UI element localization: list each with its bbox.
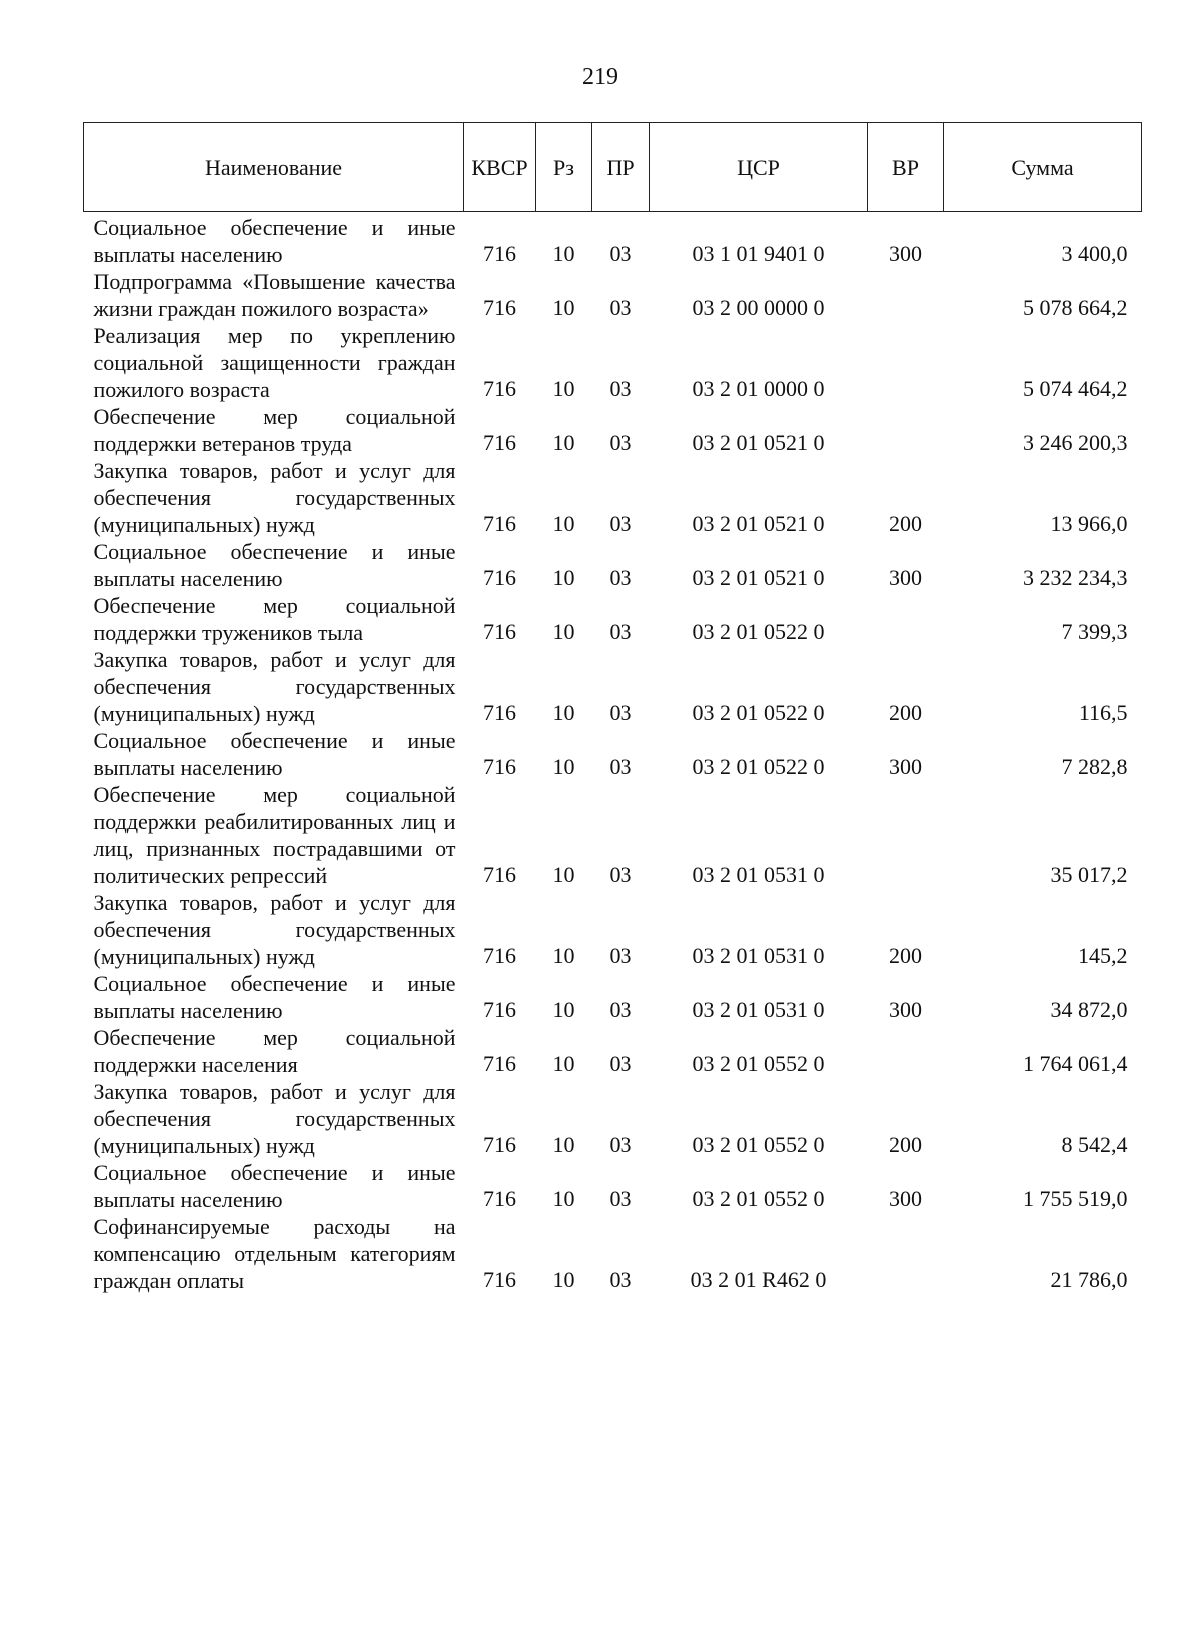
cell-sum: 3 400,0: [1061, 241, 1128, 266]
cell-sum: 3 246 200,3: [1023, 430, 1128, 455]
cell-csr: 03 1 01 9401 0: [692, 241, 825, 266]
cell-sum: 7 282,8: [1061, 754, 1128, 779]
table-row: [84, 1159, 1142, 1213]
cell-csr: 03 2 01 0522 0: [692, 619, 825, 644]
cell-pr: 03: [609, 1186, 632, 1211]
cell-kvsr: 716: [483, 241, 516, 266]
cell-name: Подпрограмма «Повышение качества жизни граждан пожилого возраста»: [93, 269, 456, 321]
cell-kvsr: 716: [483, 1186, 516, 1211]
cell-sum: 145,2: [1078, 943, 1128, 968]
cell-sum: 13 966,0: [1050, 511, 1128, 536]
page-number: 219: [582, 64, 618, 90]
cell-vr: [868, 781, 944, 889]
cell-rz: 10: [552, 619, 575, 644]
cell-rz: 10: [552, 997, 575, 1022]
cell-rz: 10: [552, 754, 575, 779]
table-row: [84, 457, 1142, 538]
cell-kvsr: 716: [483, 754, 516, 779]
table-row: [84, 1078, 1142, 1159]
cell-rz: 10: [552, 1132, 575, 1157]
cell-vr: 300: [889, 241, 922, 266]
cell-sum: 34 872,0: [1050, 997, 1128, 1022]
cell-name: Закупка товаров, работ и услуг для обеспечения государственных (муниципальных) нужд: [93, 890, 456, 969]
cell-vr: 200: [889, 1132, 922, 1157]
cell-rz: 10: [552, 241, 575, 266]
cell-pr: 03: [609, 295, 632, 320]
cell-kvsr: 716: [483, 565, 516, 590]
cell-csr: 03 2 01 0531 0: [692, 862, 825, 887]
cell-vr: 300: [889, 997, 922, 1022]
cell-csr: 03 2 01 0521 0: [692, 430, 825, 455]
cell-sum: 8 542,4: [1061, 1132, 1128, 1157]
cell-name: Обеспечение мер социальной поддержки реабилитированных лиц и лиц, признанных пострадавшими от политических репрессий: [93, 782, 456, 888]
cell-vr: [868, 1024, 944, 1078]
table-row: [84, 268, 1142, 322]
cell-pr: 03: [609, 754, 632, 779]
cell-name: Закупка товаров, работ и услуг для обеспечения государственных (муниципальных) нужд: [93, 647, 456, 726]
cell-pr: 03: [609, 241, 632, 266]
cell-csr: 03 2 01 0531 0: [692, 997, 825, 1022]
cell-rz: 10: [552, 1267, 575, 1292]
cell-sum: 5 074 464,2: [1023, 376, 1128, 401]
cell-rz: 10: [552, 943, 575, 968]
cell-csr: 03 2 00 0000 0: [692, 295, 825, 320]
cell-pr: 03: [609, 619, 632, 644]
table-row: [84, 970, 1142, 1024]
cell-csr: 03 2 01 0522 0: [692, 700, 825, 725]
cell-sum: 3 232 234,3: [1023, 565, 1128, 590]
cell-pr: 03: [609, 511, 632, 536]
cell-kvsr: 716: [483, 1132, 516, 1157]
cell-sum: 5 078 664,2: [1023, 295, 1128, 320]
cell-sum: 1 755 519,0: [1023, 1186, 1128, 1211]
cell-vr: 300: [889, 754, 922, 779]
cell-vr: [868, 403, 944, 457]
header-name: Наименование: [84, 123, 464, 212]
cell-rz: 10: [552, 862, 575, 887]
cell-pr: 03: [609, 943, 632, 968]
header-vr: ВР: [868, 123, 944, 212]
cell-pr: 03: [609, 430, 632, 455]
cell-rz: 10: [552, 376, 575, 401]
cell-name: Реализация мер по укреплению социальной защищенности граждан пожилого возраста: [93, 323, 456, 402]
cell-name: Закупка товаров, работ и услуг для обеспечения государственных (муниципальных) нужд: [93, 458, 456, 537]
table-row: [84, 212, 1142, 269]
cell-vr: [868, 1213, 944, 1294]
cell-vr: 200: [889, 700, 922, 725]
table-row: [84, 727, 1142, 781]
cell-pr: 03: [609, 1267, 632, 1292]
budget-table: [83, 122, 1142, 1294]
cell-csr: 03 2 01 0521 0: [692, 565, 825, 590]
cell-sum: 35 017,2: [1050, 862, 1128, 887]
cell-csr: 03 2 01 0000 0: [692, 376, 825, 401]
cell-rz: 10: [552, 1051, 575, 1076]
cell-pr: 03: [609, 700, 632, 725]
cell-rz: 10: [552, 511, 575, 536]
cell-vr: 200: [889, 511, 922, 536]
cell-name: Обеспечение мер социальной поддержки тружеников тыла: [93, 593, 456, 645]
table-row: [84, 781, 1142, 889]
table-row: [84, 646, 1142, 727]
cell-sum: 1 764 061,4: [1023, 1051, 1128, 1076]
header-pr: ПР: [592, 123, 650, 212]
cell-pr: 03: [609, 997, 632, 1022]
table-row: [84, 592, 1142, 646]
cell-rz: 10: [552, 1186, 575, 1211]
cell-csr: 03 2 01 R462 0: [690, 1267, 827, 1292]
cell-pr: 03: [609, 565, 632, 590]
cell-kvsr: 716: [483, 376, 516, 401]
cell-rz: 10: [552, 295, 575, 320]
cell-vr: [868, 322, 944, 403]
cell-kvsr: 716: [483, 943, 516, 968]
cell-name: Социальное обеспечение и иные выплаты населению: [93, 971, 456, 1023]
cell-kvsr: 716: [483, 1267, 516, 1292]
cell-rz: 10: [552, 700, 575, 725]
table-row: [84, 322, 1142, 403]
table-row: [84, 889, 1142, 970]
cell-rz: 10: [552, 430, 575, 455]
cell-pr: 03: [609, 1051, 632, 1076]
table-row: [84, 403, 1142, 457]
cell-name: Социальное обеспечение и иные выплаты населению: [93, 728, 456, 780]
cell-rz: 10: [552, 565, 575, 590]
cell-kvsr: 716: [483, 700, 516, 725]
cell-kvsr: 716: [483, 997, 516, 1022]
cell-sum: 7 399,3: [1061, 619, 1128, 644]
cell-name: Социальное обеспечение и иные выплаты населению: [93, 539, 456, 591]
cell-name: Обеспечение мер социальной поддержки населения: [93, 1025, 456, 1077]
cell-vr: [868, 592, 944, 646]
header-csr: ЦСР: [650, 123, 868, 212]
header-kvsr: КВСР: [464, 123, 536, 212]
cell-vr: 300: [889, 565, 922, 590]
cell-name: Обеспечение мер социальной поддержки ветеранов труда: [93, 404, 456, 456]
cell-name: Софинансируемые расходы на компенсацию отдельным категориям граждан оплаты: [93, 1214, 456, 1293]
cell-kvsr: 716: [483, 619, 516, 644]
cell-sum: 21 786,0: [1050, 1267, 1128, 1292]
cell-csr: 03 2 01 0552 0: [692, 1186, 825, 1211]
cell-csr: 03 2 01 0552 0: [692, 1132, 825, 1157]
cell-csr: 03 2 01 0531 0: [692, 943, 825, 968]
header-rz: Рз: [536, 123, 592, 212]
table-row: [84, 1024, 1142, 1078]
cell-vr: [868, 268, 944, 322]
cell-name: Социальное обеспечение и иные выплаты населению: [93, 215, 456, 267]
table-row: [84, 538, 1142, 592]
cell-kvsr: 716: [483, 862, 516, 887]
cell-pr: 03: [609, 376, 632, 401]
cell-csr: 03 2 01 0522 0: [692, 754, 825, 779]
cell-csr: 03 2 01 0521 0: [692, 511, 825, 536]
cell-kvsr: 716: [483, 430, 516, 455]
cell-pr: 03: [609, 862, 632, 887]
cell-name: Закупка товаров, работ и услуг для обеспечения государственных (муниципальных) нужд: [93, 1079, 456, 1158]
table-row: [84, 1213, 1142, 1294]
cell-kvsr: 716: [483, 1051, 516, 1076]
cell-csr: 03 2 01 0552 0: [692, 1051, 825, 1076]
cell-kvsr: 716: [483, 511, 516, 536]
cell-name: Социальное обеспечение и иные выплаты населению: [93, 1160, 456, 1212]
cell-pr: 03: [609, 1132, 632, 1157]
table-header: [84, 123, 1142, 212]
cell-sum: 116,5: [1078, 700, 1128, 725]
cell-vr: 300: [889, 1186, 922, 1211]
header-sum: Сумма: [944, 123, 1142, 212]
table-body: [84, 212, 1142, 1295]
cell-kvsr: 716: [483, 295, 516, 320]
cell-vr: 200: [889, 943, 922, 968]
